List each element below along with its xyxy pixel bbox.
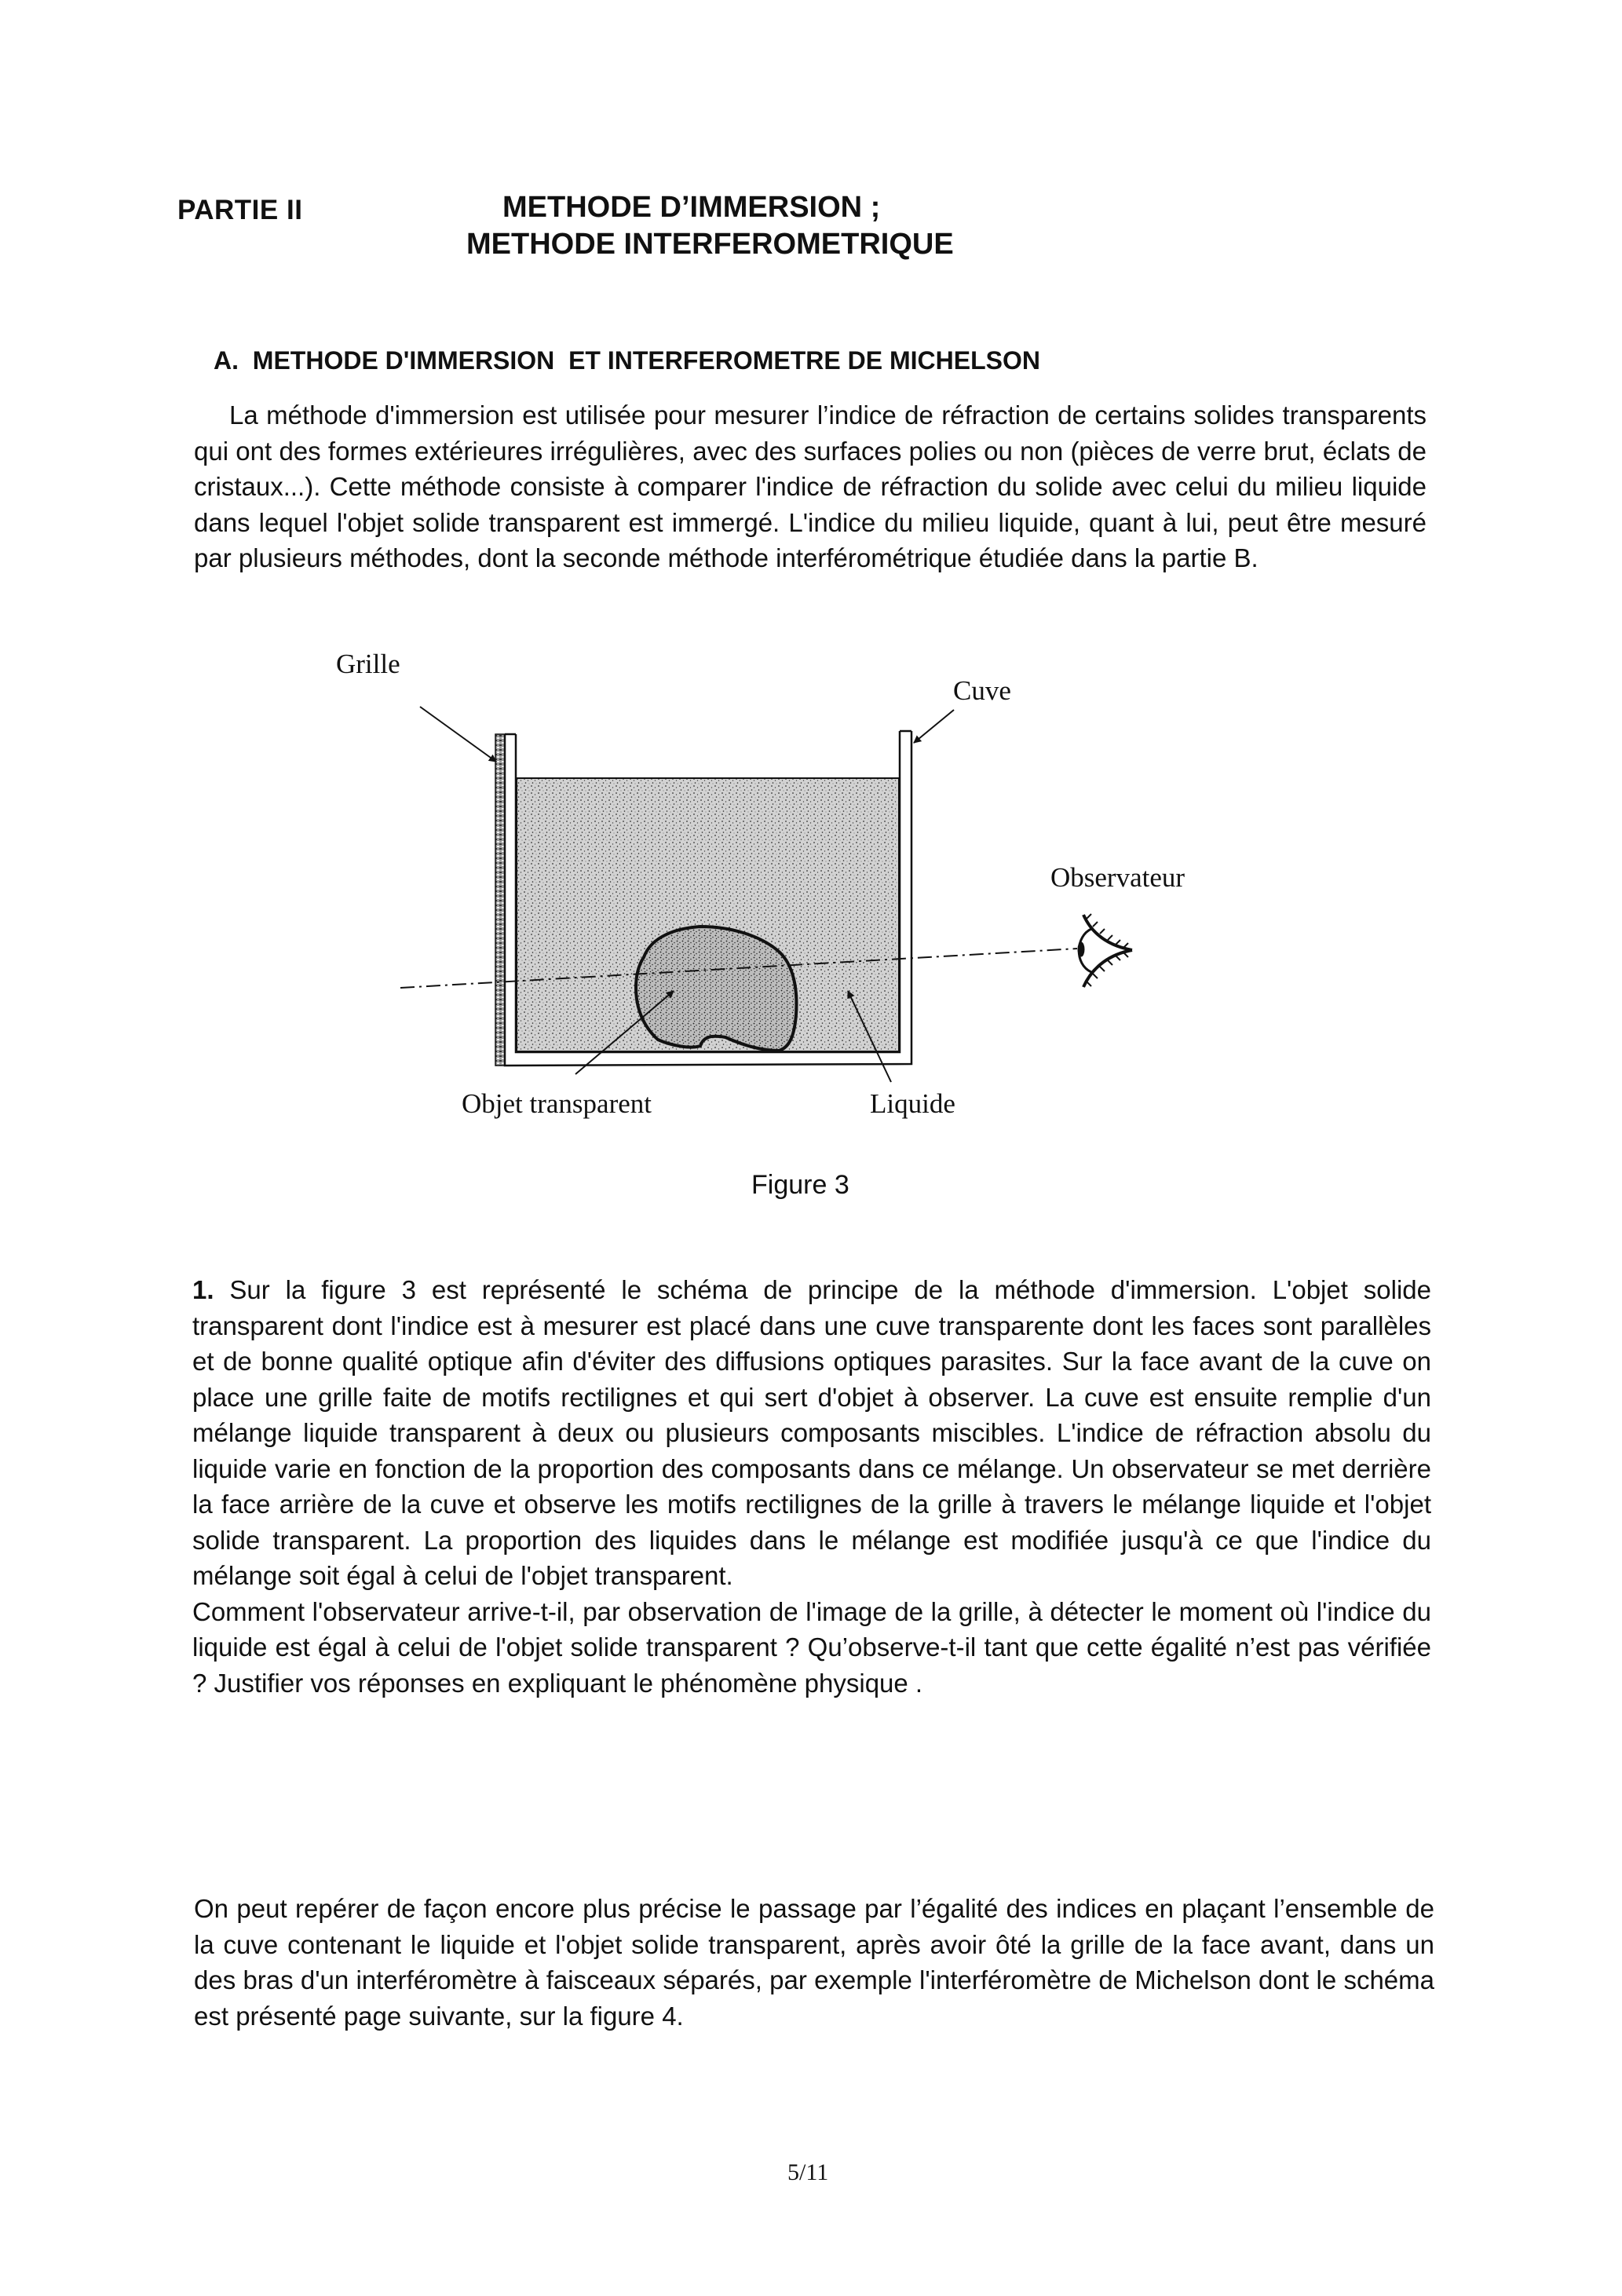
liquid-fill: [517, 778, 899, 1051]
question-1: [192, 1272, 1431, 1701]
question-1-prompt: Comment l'observateur arrive-t-il, par observation de l'image de la grille, à détecter le moment où l'indice du liquide est égal à celui de l'objet solide transparent ? Qu’observe-t-il tant que cette égalité n’est pas vérifiée ? Justifier vos réponses en expliquant le phénomène physique .: [192, 1596, 1431, 1698]
figure-caption: Figure 3: [751, 1170, 849, 1200]
closing-paragraph: On peut repérer de façon encore plus précise le passage par l’égalité des indices en plaçant l’ensemble de la cuve contenant le liquide et l'objet solide transparent, après avoir ôté la grille de la face avant, dans un des bras d'un interféromètre à faisceaux séparés, par exemple l'interféromètre de Michelson dont le schéma est présenté page suivante, sur la figure 4.: [194, 1894, 1434, 2031]
transparent-object: [636, 927, 796, 1051]
part-label: PARTIE II: [177, 195, 303, 225]
cuve-tank: [505, 731, 911, 1066]
intro-paragraph: La méthode d'immersion est utilisée pour mesurer l’indice de réfraction de certains solides transparents qui ont des formes extérieures irrégulières, avec des surfaces polies ou non (pièces de verre brut, éclats de cristaux...). Cette méthode consiste à comparer l'indice de réfraction du solide avec celui du milieu liquide dans lequel l'objet solide transparent est immergé. L'indice du milieu liquide, quant à lui, peut être mesuré par plusieurs méthodes, dont la seconde méthode interférométrique étudiée dans la partie B.: [194, 400, 1427, 572]
question-number: 1.: [192, 1275, 214, 1304]
grille-strip: [495, 734, 505, 1066]
label-objet-transparent: Objet transparent: [462, 1088, 652, 1119]
question-1-text: Sur la figure 3 est représenté le schéma de principe de la méthode d'immersion. L'objet solide transparent dont l'indice est à mesurer est placé dans une cuve transparente dont les faces sont parallèles et de bonne qualité optique afin d'éviter des diffusions optiques parasites. Sur la face avant de la cuve on place une grille faite de motifs rectilignes et qui sert d'objet à observer. La cuve est ensuite remplie d'un mélange liquide transparent à deux ou plusieurs composants miscibles. L'indice de réfraction absolu du liquide varie en fonction de la proportion des composants dans ce mélange. Un observateur se met derrière la face arrière de la cuve et observe les motifs rectilignes de la grille à travers le mélange liquide et l'objet solide transparent. La proportion des liquides dans le mélange est modifiée jusqu'à ce que l'indice du mélange soit égal à celui de l'objet transparent.: [192, 1275, 1431, 1590]
page-number: 5/11: [787, 2159, 829, 2185]
page-title-line-2: METHODE INTERFEROMETRIQUE: [466, 228, 954, 261]
section-a-heading: A. METHODE D'IMMERSION ET INTERFEROMETRE DE MICHELSON: [214, 346, 1040, 375]
page-title-line-1: METHODE D’IMMERSION ;: [502, 191, 881, 224]
label-liquide: Liquide: [870, 1088, 955, 1119]
eye-icon: [1078, 914, 1132, 987]
leader-lines: [420, 707, 954, 1082]
label-grille: Grille: [336, 649, 400, 679]
label-cuve: Cuve: [953, 675, 1011, 706]
optical-axis: [400, 949, 1077, 988]
label-observateur: Observateur: [1050, 862, 1185, 893]
